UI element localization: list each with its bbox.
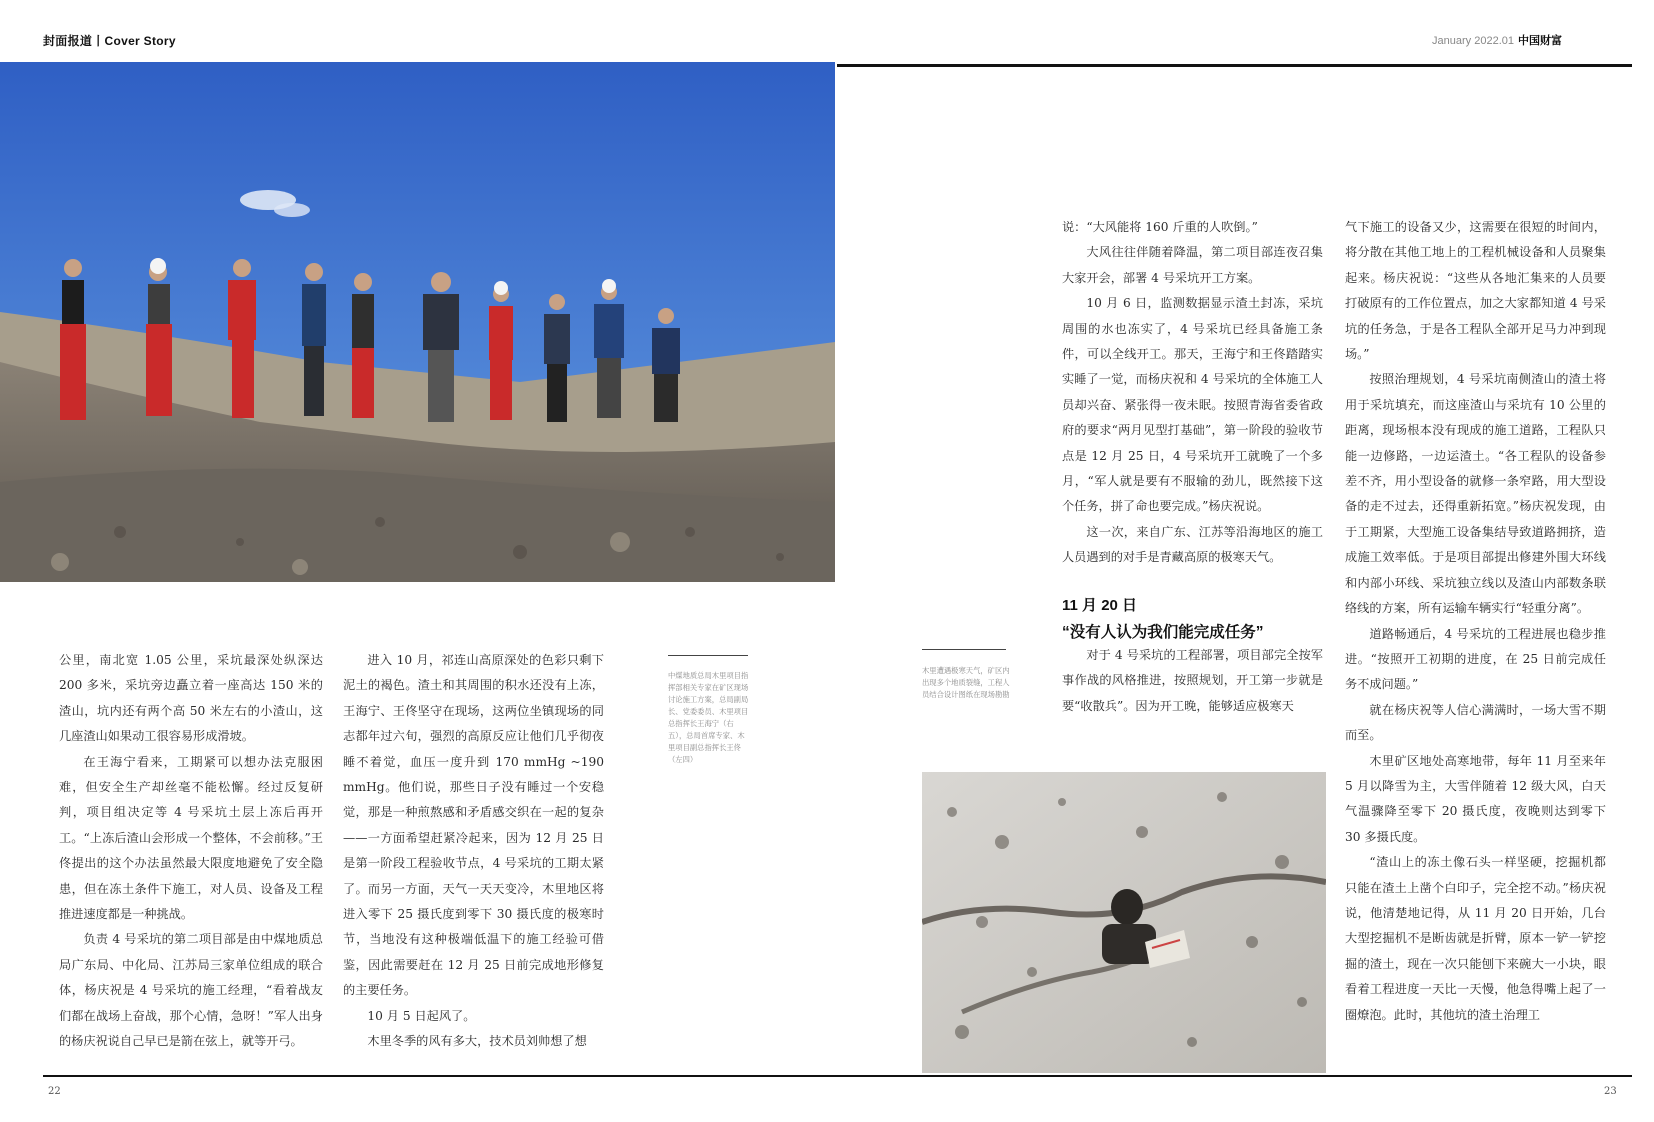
- paragraph: 进入 10 月，祁连山高原深处的色彩只剩下泥土的褐色。渣土和其周围的积水还没有上冻，王海宁、王佟坚守在现场，这两位坐镇现场的同志都年过六旬，强烈的高原反应让他们几乎彻夜睡不着觉，血压一度升到 170 mmHg ~190 mmHg。他们说，那些日子没有睡过一个安稳觉，那是一种煎熬感和矛盾感交织在一起的复杂——一方面希望赶紧冷起来，因为 12 月 25 日是第一阶段工程验收节点，4 号采坑的工期太紧了。而另一方面，天气一天天变冷，木里地区将进入零下 25 摄氏度到零下 30 摄氏度的极寒时节，当地没有这种极端低温下的施工经验可借鉴，因此需要赶在 12 月 25 日前完成地形修复的主要任务。: [343, 653, 604, 998]
- paragraph: 10 月 5 日起风了。: [367, 1008, 476, 1023]
- magazine-name: 中国财富: [1518, 35, 1562, 47]
- paragraph: 气下施工的设备又少，这需要在很短的时间内，将分散在其他工地上的工程机械设备和人员聚集起来。杨庆祝说：“这些从各地汇集来的人员要打破原有的工作位置点，加之大家都知道 4 号采坑的任务急，于是各工程队全部开足马力冲到现场。”: [1345, 220, 1606, 362]
- paragraph: 负责 4 号采坑的第二项目部是由中煤地质总局广东局、中化局、江苏局三家单位组成的联合体，杨庆祝是 4 号采坑的施工经理，“看着战友们都在战场上奋战，那个心情，急呀！”军人出身的杨庆祝说自己早已是箭在弦上，就等开弓。: [59, 932, 323, 1049]
- photo2-caption: 木里遭遇极寒天气，矿区内出现多个地质裂缝，工程人员结合设计图纸在现场勘勘: [922, 666, 1010, 699]
- issue-info: [1432, 32, 1562, 48]
- caption-rule-1: [668, 655, 748, 656]
- page-number-right: 23: [1604, 1086, 1617, 1097]
- section-date: 11 月 20 日: [1062, 597, 1138, 614]
- body-column-3b: [1062, 643, 1323, 719]
- paragraph: 在王海宁看来，工期紧可以想办法克服困难，但安全生产却丝毫不能松懈。经过反复研判，项目组决定等 4 号采坑土层上冻后再开工。“上冻后渣山会形成一个整体，不会前移。”王佟提出的这个办法虽然最大限度地避免了安全隐患，但在冻土条件下施工，对人员、设备及工程推进速度都是一种挑战。: [59, 754, 323, 922]
- photo1-caption: 中煤地质总局木里项目指挥部相关专家在矿区现场讨论施工方案，总局副局长、党委委员、木里项目总指挥长王海宁（右五），总局首席专家、木里项目副总指挥长王佟（左四）: [668, 671, 749, 764]
- paragraph: “渣山上的冻土像石头一样坚硬，挖掘机都只能在渣土上凿个白印子，完全挖不动。”杨庆祝说，他清楚地记得，从 11 月 20 日开始，几台大型挖掘机不是断齿就是折臂，原本一铲一铲挖掘的渣土，现在一次只能刨下来碗大一小块，眼看着工程进度一天比一天慢，他急得嘴上起了一圈燎泡。此时，其他坑的渣土治理工: [1345, 855, 1606, 1022]
- section-title: “没有人认为我们能完成任务”: [1062, 624, 1264, 641]
- body-column-2: [343, 648, 604, 1055]
- snow-photo: [922, 772, 1326, 1073]
- body-column-4: [1345, 215, 1606, 1028]
- paragraph: 道路畅通后，4 号采坑的工程进展也稳步推进。“按照开工初期的进度，在 25 日前完成任务不成问题。”: [1345, 626, 1606, 692]
- paragraph: 对于 4 号采坑的工程部署，项目部完全按军事作战的风格推进，按照规划，开工第一步就是要“收散兵”。因为开工晚，能够适应极寒天: [1062, 648, 1323, 713]
- paragraph: 10 月 6 日，监测数据显示渣土封冻，采坑周围的水也冻实了，4 号采坑已经具备施工条件，可以全线开工。那天，王海宁和王佟踏踏实实睡了一觉，而杨庆祝和 4 号采坑的全体施工人员却兴奋、紧张得一夜未眠。按照青海省委省政府的要求“两月见型打基础”，第一阶段的验收节点是 12 月 25 日，4 号采坑开工就晚了一个多月，“军人就是要有不服输的劲儿，既然接下这个任务，拼了命也要完成。”杨庆祝说。: [1062, 296, 1323, 514]
- body-column-1: [59, 648, 323, 1055]
- paragraph: 这一次，来自广东、江苏等沿海地区的施工人员遇到的对手是青藏高原的极寒天气。: [1062, 524, 1323, 565]
- issue-date: January 2022.01: [1432, 35, 1514, 47]
- paragraph: 说：“大风能将 160 斤重的人吹倒。”: [1062, 220, 1258, 234]
- body-column-3: [1062, 215, 1323, 571]
- section-label: 封面报道丨Cover Story: [43, 34, 176, 48]
- paragraph: 就在杨庆祝等人信心满满时，一场大雪不期而至。: [1345, 702, 1606, 743]
- caption-rule-2: [922, 649, 1006, 650]
- page-number-left: 22: [48, 1086, 61, 1097]
- paragraph: 按照治理规划，4 号采坑南侧渣山的渣土将用于采坑填充，而这座渣山与采坑有 10 公里的距离，现场根本没有现成的施工道路，工程队只能一边修路，一边运渣土。“各工程队的设备参差不齐，用小型设备的就修一条窄路，用大型设备的走不过去，还得重新拓宽。”杨庆祝发现，由于工期紧，大型施工设备集结导致道路拥挤，造成施工效率低。于是项目部提出修建外围大环线和内部小环线、采坑独立线以及渣山内部数条联络线的方案，所有运输车辆实行“轻重分离”。: [1345, 372, 1606, 616]
- paragraph: 公里，南北宽 1.05 公里，采坑最深处纵深达 200 多米，采坑旁边矗立着一座高达 150 米的渣山，坑内还有两个高 50 米左右的小渣山，这几座渣山如果动工很容易形成滑坡。: [59, 653, 323, 744]
- team-photo: [0, 62, 835, 582]
- paragraph: 大风往往伴随着降温，第二项目部连夜召集大家开会，部署 4 号采坑开工方案。: [1062, 245, 1323, 285]
- top-rule: [837, 64, 1632, 67]
- paragraph: 木里矿区地处高寒地带，每年 11 月至来年 5 月以降雪为主，大雪伴随着 12 级大风，白天气温骤降至零下 20 摄氏度，夜晚则达到零下 30 多摄氏度。: [1345, 753, 1606, 844]
- paragraph: 木里冬季的风有多大，技术员刘帅想了想: [367, 1034, 587, 1049]
- bottom-rule: [43, 1075, 1632, 1077]
